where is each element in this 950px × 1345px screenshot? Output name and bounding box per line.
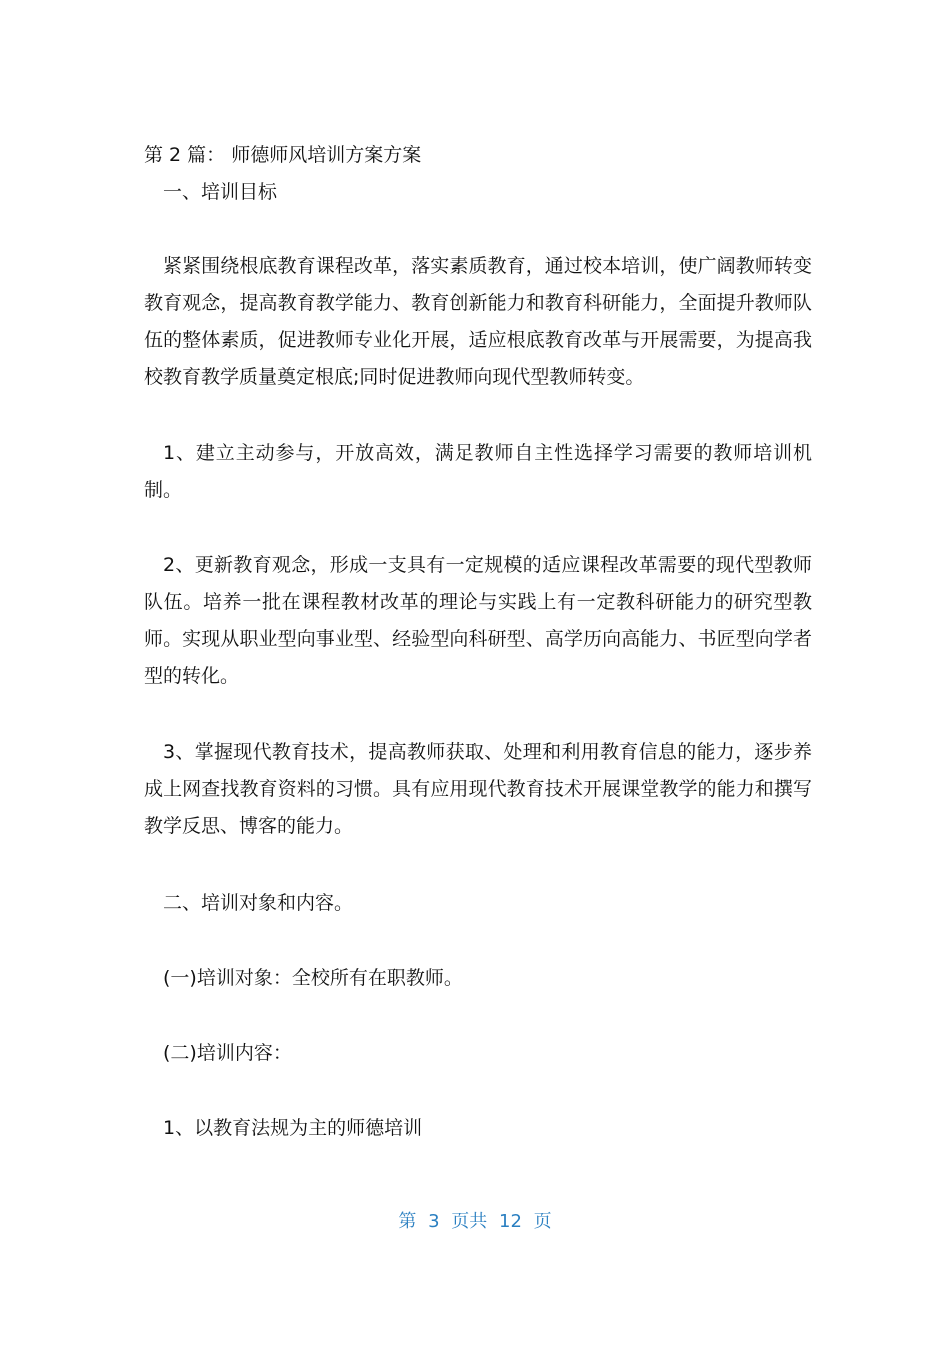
paragraph-goal-2: 2、更新教育观念，形成一支具有一定规模的适应课程改革需要的现代型教师队伍。培养一批在课程教材改革的理论与实践上有一定教科研能力的研究型教师。实现从职业型向事业型、经验型向科研型、高学历向高能力、书匠型向学者型的转化。 [144, 554, 812, 687]
page-number-footer: 第 3 页共 12 页 [398, 1211, 552, 1232]
paragraph-goal-1: 1、建立主动参与，开放高效，满足教师自主性选择学习需要的教师培训机制。 [144, 442, 812, 501]
paragraph-goal-3: 3、掌握现代教育技术，提高教师获取、处理和利用教育信息的能力，逐步养成上网查找教育资料的习惯。具有应用现代教育技术开展课堂教学的能力和撰写教学反思、博客的能力。 [144, 741, 812, 837]
list-item-ethics-training: 1、以教育法规为主的师德培训 [163, 1117, 423, 1139]
sub-item-training-content: (二)培训内容： [163, 1042, 292, 1064]
paragraph-intro: 紧紧围绕根底教育课程改革，落实素质教育，通过校本培训，使广阔教师转变教育观念，提高教育教学能力、教育创新能力和教育科研能力，全面提升教师队伍的整体素质，促进教师专业化开展，适应根底教育改革与开展需要，为提高我校教育教学质量奠定根底;同时促进教师向现代型教师转变。 [144, 255, 812, 388]
document-heading: 第 2 篇： 师德师风培训方案方案 [144, 144, 422, 166]
section-title-goals: 一、培训目标 [163, 181, 278, 203]
section-title-targets: 二、培训对象和内容。 [163, 892, 354, 914]
sub-item-training-target: (一)培训对象：全校所有在职教师。 [163, 967, 463, 989]
